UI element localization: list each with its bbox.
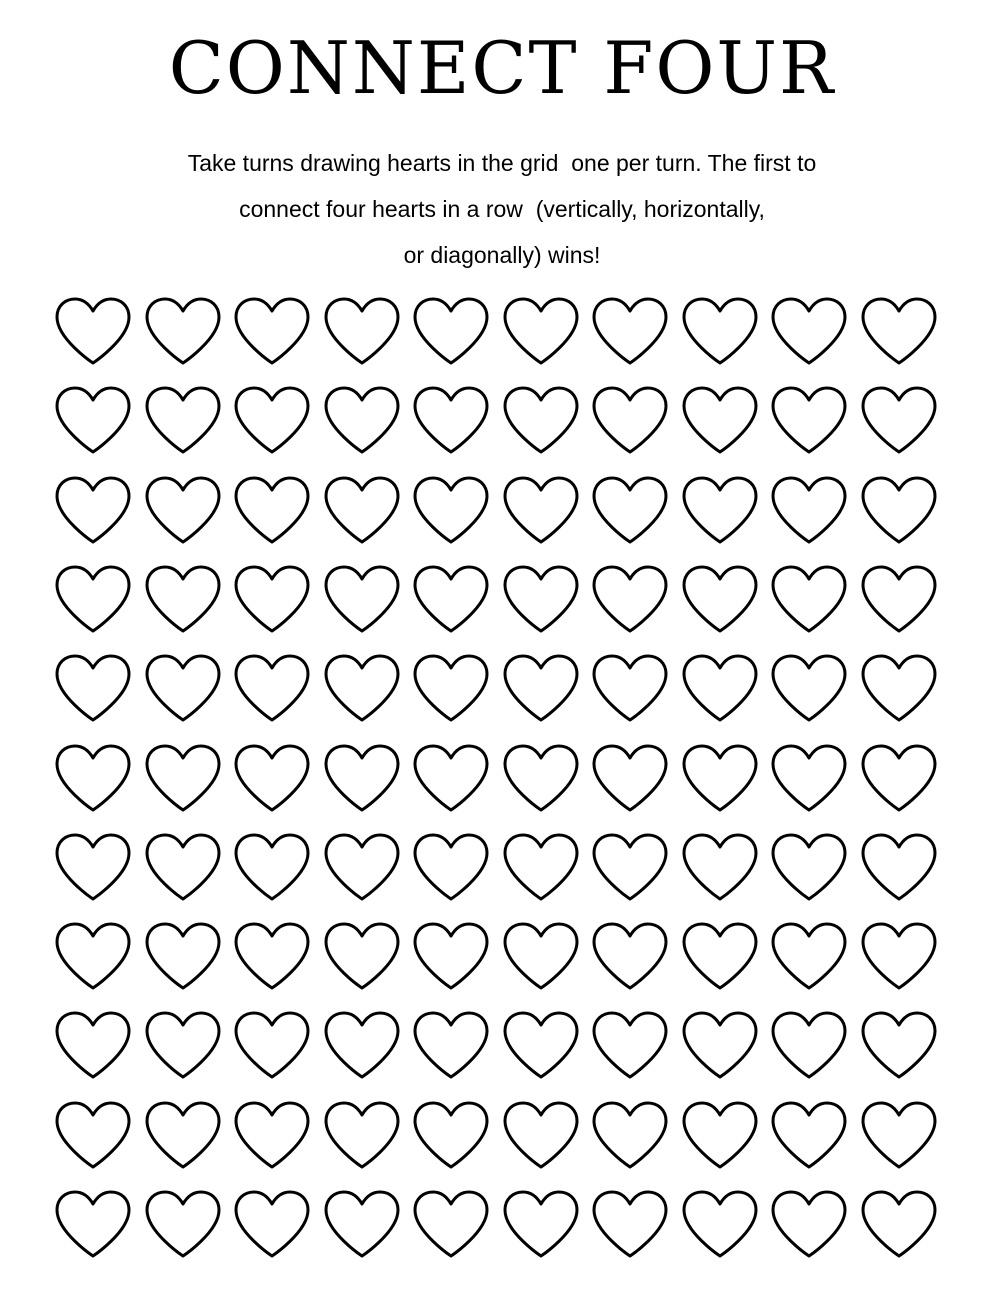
heart-outline-icon [232, 563, 312, 635]
heart-outline-icon [501, 742, 581, 814]
heart-outline-icon [769, 1099, 849, 1171]
grid-cell-r10-c7[interactable] [590, 1099, 670, 1171]
grid-cell-r7-c8[interactable] [680, 831, 760, 903]
grid-cell-r5-c5[interactable] [411, 652, 491, 724]
heart-outline-icon [53, 563, 133, 635]
grid-cell-r11-c4[interactable] [322, 1188, 402, 1260]
grid-cell-r10-c8[interactable] [680, 1099, 760, 1171]
grid-cell-r2-c6[interactable] [501, 384, 581, 456]
heart-outline-icon [590, 295, 670, 367]
heart-outline-icon [232, 384, 312, 456]
grid-cell-r9-c10[interactable] [859, 1009, 939, 1081]
grid-cell-r9-c5[interactable] [411, 1009, 491, 1081]
grid-cell-r10-c9[interactable] [769, 1099, 849, 1171]
heart-outline-icon [769, 1009, 849, 1081]
heart-outline-icon [322, 742, 402, 814]
grid-cell-r11-c2[interactable] [143, 1188, 223, 1260]
heart-outline-icon [322, 474, 402, 546]
grid-cell-r4-c8[interactable] [680, 563, 760, 635]
grid-cell-r6-c7[interactable] [590, 742, 670, 814]
grid-cell-r2-c7[interactable] [590, 384, 670, 456]
grid-cell-r6-c4[interactable] [322, 742, 402, 814]
grid-cell-r3-c6[interactable] [501, 474, 581, 546]
heart-outline-icon [143, 295, 223, 367]
heart-outline-icon [590, 474, 670, 546]
heart-outline-icon [53, 1099, 133, 1171]
grid-cell-r6-c8[interactable] [680, 742, 760, 814]
grid-cell-r1-c9[interactable] [769, 295, 849, 367]
heart-outline-icon [859, 742, 939, 814]
grid-cell-r6-c6[interactable] [501, 742, 581, 814]
grid-cell-r8-c1[interactable] [53, 920, 133, 992]
heart-outline-icon [590, 1009, 670, 1081]
heart-outline-icon [232, 295, 312, 367]
grid-cell-r8-c9[interactable] [769, 920, 849, 992]
grid-cell-r10-c5[interactable] [411, 1099, 491, 1171]
grid-cell-r11-c5[interactable] [411, 1188, 491, 1260]
grid-cell-r5-c2[interactable] [143, 652, 223, 724]
heart-outline-icon [411, 474, 491, 546]
grid-cell-r7-c2[interactable] [143, 831, 223, 903]
heart-outline-icon [411, 1188, 491, 1260]
heart-outline-icon [859, 652, 939, 724]
grid-cell-r11-c7[interactable] [590, 1188, 670, 1260]
instruction-line: Take turns drawing hearts in the grid one per turn. The first to [187, 150, 817, 176]
grid-cell-r9-c1[interactable] [53, 1009, 133, 1081]
heart-outline-icon [411, 384, 491, 456]
heart-outline-icon [680, 474, 760, 546]
heart-outline-icon [53, 742, 133, 814]
grid-cell-r10-c1[interactable] [53, 1099, 133, 1171]
heart-outline-icon [143, 1099, 223, 1171]
grid-cell-r6-c2[interactable] [143, 742, 223, 814]
heart-outline-icon [859, 831, 939, 903]
grid-cell-r1-c4[interactable] [322, 295, 402, 367]
heart-outline-icon [53, 295, 133, 367]
grid-cell-r6-c10[interactable] [859, 742, 939, 814]
grid-cell-r8-c3[interactable] [232, 920, 312, 992]
instruction-line: connect four hearts in a row (vertically, horizontally, [239, 196, 765, 222]
heart-outline-icon [501, 1188, 581, 1260]
heart-outline-icon [411, 920, 491, 992]
grid-cell-r1-c2[interactable] [143, 295, 223, 367]
heart-outline-icon [143, 384, 223, 456]
grid-cell-r4-c4[interactable] [322, 563, 402, 635]
heart-outline-icon [411, 563, 491, 635]
grid-cell-r6-c9[interactable] [769, 742, 849, 814]
heart-outline-icon [680, 652, 760, 724]
heart-outline-icon [143, 742, 223, 814]
heart-outline-icon [590, 384, 670, 456]
heart-outline-icon [590, 563, 670, 635]
grid-cell-r6-c3[interactable] [232, 742, 312, 814]
grid-cell-r5-c8[interactable] [680, 652, 760, 724]
heart-outline-icon [53, 1188, 133, 1260]
grid-cell-r5-c9[interactable] [769, 652, 849, 724]
heart-outline-icon [769, 652, 849, 724]
heart-outline-icon [680, 742, 760, 814]
heart-outline-icon [769, 384, 849, 456]
grid-cell-r11-c10[interactable] [859, 1188, 939, 1260]
heart-outline-icon [590, 742, 670, 814]
grid-cell-r1-c3[interactable] [232, 295, 312, 367]
grid-cell-r5-c4[interactable] [322, 652, 402, 724]
grid-cell-r9-c7[interactable] [590, 1009, 670, 1081]
heart-outline-icon [232, 1099, 312, 1171]
grid-cell-r9-c4[interactable] [322, 1009, 402, 1081]
grid-cell-r4-c10[interactable] [859, 563, 939, 635]
heart-outline-icon [769, 920, 849, 992]
heart-outline-icon [322, 384, 402, 456]
grid-cell-r3-c5[interactable] [411, 474, 491, 546]
grid-cell-r7-c1[interactable] [53, 831, 133, 903]
heart-outline-icon [53, 1009, 133, 1081]
heart-outline-icon [232, 831, 312, 903]
heart-outline-icon [143, 1009, 223, 1081]
grid-cell-r4-c7[interactable] [590, 563, 670, 635]
heart-outline-icon [859, 1099, 939, 1171]
grid-cell-r10-c4[interactable] [322, 1099, 402, 1171]
grid-cell-r7-c7[interactable] [590, 831, 670, 903]
grid-cell-r9-c3[interactable] [232, 1009, 312, 1081]
grid-cell-r5-c6[interactable] [501, 652, 581, 724]
heart-outline-icon [53, 474, 133, 546]
grid-cell-r3-c8[interactable] [680, 474, 760, 546]
grid-cell-r7-c10[interactable] [859, 831, 939, 903]
heart-outline-icon [859, 295, 939, 367]
grid-cell-r2-c9[interactable] [769, 384, 849, 456]
instruction-line: or diagonally) wins! [403, 242, 601, 268]
grid-cell-r5-c7[interactable] [590, 652, 670, 724]
heart-outline-icon [590, 920, 670, 992]
grid-cell-r11-c3[interactable] [232, 1188, 312, 1260]
grid-cell-r1-c1[interactable] [53, 295, 133, 367]
heart-outline-icon [590, 831, 670, 903]
heart-outline-icon [411, 1009, 491, 1081]
grid-cell-r2-c3[interactable] [232, 384, 312, 456]
grid-cell-r6-c5[interactable] [411, 742, 491, 814]
grid-cell-r11-c8[interactable] [680, 1188, 760, 1260]
heart-outline-icon [53, 384, 133, 456]
heart-outline-icon [859, 474, 939, 546]
heart-outline-icon [53, 831, 133, 903]
heart-outline-icon [769, 742, 849, 814]
heart-outline-icon [501, 563, 581, 635]
grid-cell-r1-c7[interactable] [590, 295, 670, 367]
heart-outline-icon [680, 1099, 760, 1171]
heart-outline-icon [501, 920, 581, 992]
heart-outline-icon [680, 920, 760, 992]
heart-outline-icon [143, 563, 223, 635]
grid-cell-r5-c1[interactable] [53, 652, 133, 724]
heart-outline-icon [411, 742, 491, 814]
grid-cell-r3-c7[interactable] [590, 474, 670, 546]
grid-cell-r5-c10[interactable] [859, 652, 939, 724]
grid-cell-r2-c1[interactable] [53, 384, 133, 456]
heart-outline-icon [411, 295, 491, 367]
grid-cell-r2-c2[interactable] [143, 384, 223, 456]
heart-outline-icon [322, 652, 402, 724]
heart-outline-icon [590, 1188, 670, 1260]
heart-outline-icon [232, 742, 312, 814]
heart-outline-icon [143, 652, 223, 724]
heart-outline-icon [769, 563, 849, 635]
heart-outline-icon [322, 1009, 402, 1081]
grid-cell-r8-c5[interactable] [411, 920, 491, 992]
grid-cell-r7-c9[interactable] [769, 831, 849, 903]
heart-outline-icon [143, 1188, 223, 1260]
grid-cell-r7-c3[interactable] [232, 831, 312, 903]
grid-cell-r10-c10[interactable] [859, 1099, 939, 1171]
heart-outline-icon [143, 474, 223, 546]
grid-cell-r9-c8[interactable] [680, 1009, 760, 1081]
heart-outline-icon [769, 831, 849, 903]
heart-outline-icon [680, 831, 760, 903]
heart-outline-icon [680, 295, 760, 367]
heart-outline-icon [501, 384, 581, 456]
heart-outline-icon [680, 563, 760, 635]
grid-cell-r4-c9[interactable] [769, 563, 849, 635]
grid-cell-r1-c8[interactable] [680, 295, 760, 367]
heart-outline-icon [143, 920, 223, 992]
heart-outline-icon [322, 920, 402, 992]
heart-outline-icon [232, 1188, 312, 1260]
grid-cell-r6-c1[interactable] [53, 742, 133, 814]
grid-cell-r1-c6[interactable] [501, 295, 581, 367]
heart-outline-icon [590, 652, 670, 724]
grid-cell-r9-c2[interactable] [143, 1009, 223, 1081]
heart-outline-icon [501, 474, 581, 546]
page-title: CONNECT FOUR [168, 26, 836, 110]
grid-cell-r5-c3[interactable] [232, 652, 312, 724]
heart-outline-icon [53, 920, 133, 992]
grid-cell-r7-c6[interactable] [501, 831, 581, 903]
grid-cell-r10-c2[interactable] [143, 1099, 223, 1171]
heart-outline-icon [859, 1188, 939, 1260]
grid-cell-r11-c9[interactable] [769, 1188, 849, 1260]
grid-cell-r4-c2[interactable] [143, 563, 223, 635]
heart-outline-icon [411, 1099, 491, 1171]
grid-cell-r7-c4[interactable] [322, 831, 402, 903]
heart-outline-icon [53, 652, 133, 724]
heart-outline-icon [232, 1009, 312, 1081]
grid-cell-r2-c10[interactable] [859, 384, 939, 456]
grid-cell-r8-c10[interactable] [859, 920, 939, 992]
grid-cell-r4-c5[interactable] [411, 563, 491, 635]
grid-cell-r8-c6[interactable] [501, 920, 581, 992]
grid-cell-r1-c5[interactable] [411, 295, 491, 367]
heart-outline-icon [322, 295, 402, 367]
heart-outline-icon [680, 1188, 760, 1260]
heart-outline-icon [411, 831, 491, 903]
heart-outline-icon [859, 563, 939, 635]
grid-cell-r9-c9[interactable] [769, 1009, 849, 1081]
grid-cell-r2-c8[interactable] [680, 384, 760, 456]
heart-outline-icon [769, 1188, 849, 1260]
heart-outline-icon [322, 563, 402, 635]
heart-outline-icon [769, 474, 849, 546]
grid-cell-r11-c1[interactable] [53, 1188, 133, 1260]
heart-outline-icon [143, 831, 223, 903]
heart-outline-icon [232, 652, 312, 724]
heart-grid [53, 295, 951, 1280]
heart-outline-icon [769, 295, 849, 367]
grid-cell-r4-c6[interactable] [501, 563, 581, 635]
heart-outline-icon [590, 1099, 670, 1171]
heart-outline-icon [501, 831, 581, 903]
grid-cell-r3-c9[interactable] [769, 474, 849, 546]
grid-cell-r10-c6[interactable] [501, 1099, 581, 1171]
grid-cell-r3-c3[interactable] [232, 474, 312, 546]
heart-outline-icon [322, 1099, 402, 1171]
grid-cell-r3-c4[interactable] [322, 474, 402, 546]
grid-cell-r3-c1[interactable] [53, 474, 133, 546]
heart-outline-icon [680, 384, 760, 456]
heart-outline-icon [501, 1099, 581, 1171]
heart-outline-icon [322, 831, 402, 903]
heart-outline-icon [232, 920, 312, 992]
heart-outline-icon [501, 295, 581, 367]
grid-cell-r8-c4[interactable] [322, 920, 402, 992]
grid-cell-r8-c8[interactable] [680, 920, 760, 992]
heart-outline-icon [501, 1009, 581, 1081]
heart-outline-icon [501, 652, 581, 724]
grid-cell-r8-c2[interactable] [143, 920, 223, 992]
grid-cell-r2-c4[interactable] [322, 384, 402, 456]
grid-cell-r2-c5[interactable] [411, 384, 491, 456]
heart-outline-icon [322, 1188, 402, 1260]
grid-cell-r1-c10[interactable] [859, 295, 939, 367]
heart-outline-icon [680, 1009, 760, 1081]
grid-cell-r8-c7[interactable] [590, 920, 670, 992]
grid-cell-r10-c3[interactable] [232, 1099, 312, 1171]
grid-cell-r9-c6[interactable] [501, 1009, 581, 1081]
heart-outline-icon [859, 384, 939, 456]
heart-outline-icon [859, 1009, 939, 1081]
game-instructions [0, 140, 1004, 278]
grid-cell-r3-c10[interactable] [859, 474, 939, 546]
heart-outline-icon [411, 652, 491, 724]
grid-cell-r4-c1[interactable] [53, 563, 133, 635]
heart-outline-icon [232, 474, 312, 546]
grid-cell-r7-c5[interactable] [411, 831, 491, 903]
grid-cell-r4-c3[interactable] [232, 563, 312, 635]
heart-outline-icon [859, 920, 939, 992]
grid-cell-r3-c2[interactable] [143, 474, 223, 546]
grid-cell-r11-c6[interactable] [501, 1188, 581, 1260]
